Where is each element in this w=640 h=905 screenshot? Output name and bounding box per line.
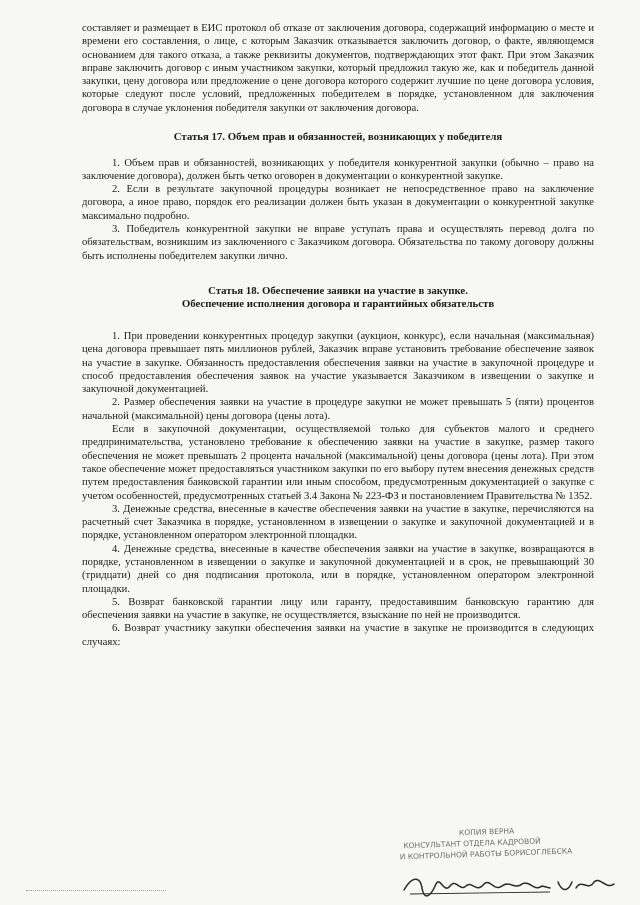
handwritten-signature [400, 868, 620, 902]
article-18-para-3: 3. Денежные средства, внесенные в качестве обеспечения заявки на участие в закупке, перечисляются на расчетный счет Заказчика в порядке, установленном в извещении о закупке и закупочной документацией и в порядке, установленном оператором электронной площадки. [82, 503, 594, 542]
intro-paragraph: составляет и размещает в ЕИС протокол об отказе от заключения договора, содержащий информацию о месте и времени его составления, о лице, с которым Заказчик отказывается заключить договор, о факте, являющемся основанием для такого отказа, а также реквизиты документов, подтверждающих этот факт. При этом Заказчик вправе заключить договор с иным участником закупки, который предложил такую же, как и победитель данной закупки, цену договора или предложение о цене договора которого содержит лучшие по цене договора условия, которые следуют после условий, предложенных победителем в порядке, установленном для заключения договора в случае уклонения победителя закупки от заключения договора. [82, 23, 594, 114]
article-18-para-1: 1. При проведении конкурентных процедур закупки (аукцион, конкурс), если начальная (максимальная) цена договора превышает пять миллионов рублей, Заказчик вправе установить требование обеспечение заявок на участие в закупке. Обязанность предоставления обеспечения заявки на участие в закупочной процедуре и способ предоставления обеспечения заявок на участие указывается Заказчиком в извещении о закупке и закупочной документацией. [82, 330, 594, 396]
article-18-para-4: 4. Денежные средства, внесенные в качестве обеспечения заявки на участие в закупке, возвращаются в порядке, установленном в извещении о закупке и закупочной документацией и в срок, не превышающий 30 (тридцати) дней со дня подписания протокола, или в порядке, установленном оператором электронной площадки. [82, 543, 594, 595]
article-17-heading: Статья 17. Объем прав и обязанностей, возникающих у победителя [173, 131, 503, 144]
stamp-line-1: КОПИЯ ВЕРНА [458, 826, 515, 838]
scan-artifact-dots [26, 884, 166, 891]
article-18-heading-line-2: Обеспечение исполнения договора и гарантийных обязательств [181, 298, 495, 311]
article-18-para-2-cont: Если в закупочной документации, осуществляемой только для субъектов малого и среднего предпринимательства, установлено требование к обеспечению заявки на участие в закупке, размер такого обеспечения не может превышать 2 процента начальной (максимальной) цены договора (цены лота). При этом такое обеспечение может предоставляться участником закупки по его выбору путем внесения денежных средств путем предоставления банковской гарантии или иным способом, предусмотренным документацией о закупке с учетом особенностей, предусмотренных статьей 3.4 Закона № 223-ФЗ и постановлением Правительства № 1352. [82, 424, 594, 502]
stamp-line-2: КОНСУЛЬТАНТ ОТДЕЛА КАДРОВОЙ [403, 836, 541, 851]
article-17-para-3: 3. Победитель конкурентной закупки не вправе уступать права и осуществлять перевод долга по обязательствам, возникшим из заключенного с Заказчиком договора. Обязательства по такому договору должны быть исполнены победителем закупки лично. [82, 224, 594, 262]
article-18-para-6: 6. Возврат участнику закупки обеспечения заявки на участие в закупке не производится в следующих случаях: [82, 623, 594, 648]
article-17-para-2: 2. Если в результате закупочной процедуры возникает не непосредственное право на заключение договора, а иное право, порядок его реализации должен быть указан в документации о конкурентной закупке максимально подробно. [82, 184, 594, 222]
article-18-para-5: 5. Возврат банковской гарантии лицу или гаранту, предоставившим банковскую гарантию для обеспечения заявки на участие в закупке, не осуществляется, взыскание по ней не производится. [82, 596, 594, 622]
stamp-line-3: И КОНТРОЛЬНОЙ РАБОТЫ БОРИСОГЛЕБСКА [399, 846, 573, 862]
article-18-heading-line-1: Статья 18. Обеспечение заявки на участие в закупке. [208, 284, 468, 297]
document-body [82, 22, 594, 649]
article-17-para-1: 1. Объем прав и обязанностей, возникающих у победителя конкурентной закупки (обычно – право на заключение договора), должен быть четко оговорен в документации о конкурентной закупке. [82, 157, 594, 182]
article-18-para-2: 2. Размер обеспечения заявки на участие в процедуре закупки не может превышать 5 (пяти) процентов начальной (максимальной) цены договора (цены лота). [82, 397, 594, 422]
